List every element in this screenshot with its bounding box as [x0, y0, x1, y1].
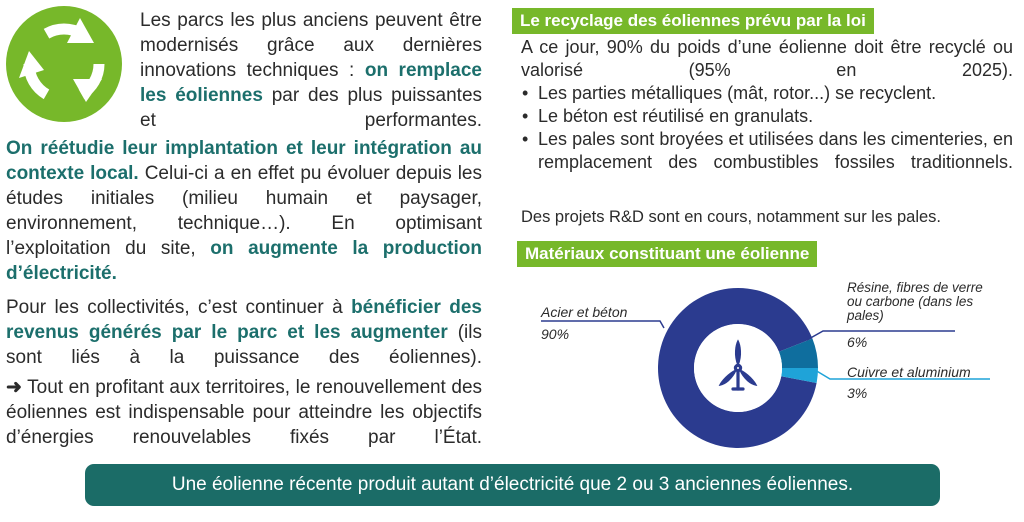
leader-resin: [807, 331, 955, 340]
slice-value-steel: 90%: [541, 326, 570, 342]
bullet-icon: •: [522, 106, 529, 126]
bullet-icon: •: [522, 129, 529, 149]
revenus-emphasis: bénéficier des revenus générés par le parc et les augmenter: [6, 297, 482, 343]
modernisation-end: par des plus puissantes et performantes.: [140, 85, 483, 131]
production-emphasis: on augmente la production d’électricité.: [6, 238, 483, 284]
list-item-text: Les parties métalliques (mât, rotor...) se recyclent.: [538, 83, 937, 103]
materials-title: Matériaux constituant une éolienne: [517, 241, 817, 267]
recycling-intro: A ce jour, 90% du poids d’une éolienne doit être recyclé ou valorisé (95% en 2025).: [521, 37, 1013, 80]
slice-value-copper: 3%: [847, 385, 868, 401]
arrow-right-icon: ➜: [6, 377, 22, 398]
slice-label-resin: Résine, fibres de verre ou carbone (dans les pales): [847, 280, 983, 323]
collectivites-text: Pour les collectivités, c’est continuer à: [6, 297, 343, 318]
implantation-emphasis: On réétudie leur implantation et leur intégration au contexte local.: [6, 138, 482, 184]
collectivites-end: (ils sont liés à la puissance des éoliennes).: [6, 322, 482, 368]
slice-label-copper: Cuivre et aluminium: [847, 364, 971, 380]
list-item-text: Le béton est réutilisé en granulats.: [538, 106, 814, 126]
slice-value-resin: 6%: [847, 334, 868, 350]
slice-label-steel: Acier et béton: [541, 304, 628, 320]
footer-banner: Une éolienne récente produit autant d’électricité que 2 ou 3 anciennes éoliennes.: [85, 464, 940, 506]
conclusion-text: Tout en profitant aux territoires, le renouvellement des éoliennes est indispensable pour atteindre les objectifs d’énergies renouvelables fixés par l’État.: [6, 377, 483, 448]
modernisation-emphasis: on remplace les éoliennes: [140, 60, 483, 106]
recycling-title: Le recyclage des éoliennes prévu par la loi: [512, 8, 874, 34]
list-item-text: Les pales sont broyées et utilisées dans les cimenteries, en remplacement des combustibles fossiles traditionnels.: [538, 129, 1013, 172]
rd-note: Des projets R&D sont en cours, notamment sur les pales.: [521, 208, 942, 226]
implantation-text: Celui-ci a en effet pu évoluer depuis les études initiales (milieu humain et paysager, environnement, technique…). En optimisant l’exploitation du site,: [6, 163, 483, 259]
modernisation-text: Les parcs les plus anciens peuvent être modernisés grâce aux dernières innovations techniques :: [140, 10, 482, 81]
bullet-icon: •: [522, 83, 529, 103]
